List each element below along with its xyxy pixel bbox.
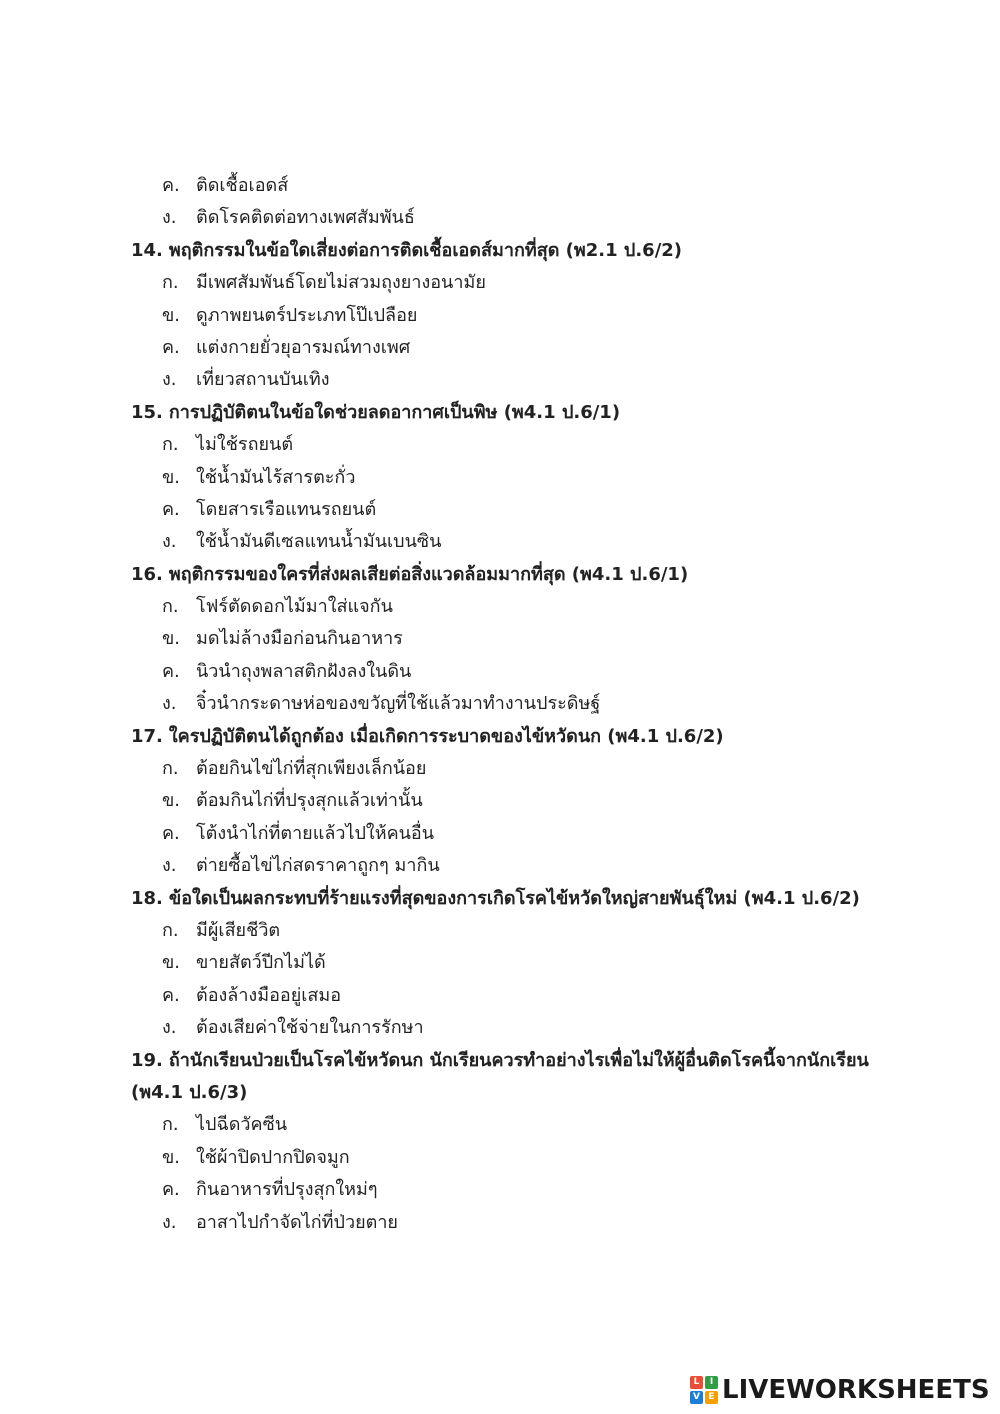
option-letter: ค. (162, 175, 180, 196)
option-text: จิ๋วนำกระดาษห่อของขวัญที่ใช้แล้วมาทำงานประดิษฐ์ (196, 693, 601, 715)
option-14-c (0, 332, 1000, 364)
question-number: 17. (131, 725, 163, 747)
option-text: แต่งกายยั่วยุอารมณ์ทางเพศ (196, 336, 411, 358)
option-letter: ก. (162, 434, 179, 456)
option-14-d (0, 364, 1000, 396)
brand-name: LIVEWORKSHEETS (722, 1375, 990, 1405)
option-text: ติดโรคติดต่อทางเพศสัมพันธ์ (196, 207, 415, 229)
option-letter: ค. (162, 498, 180, 520)
option-text: ติดเชื้อเอดส์ (196, 175, 289, 196)
option-letter: ก. (162, 758, 179, 780)
option-16-b (0, 623, 1000, 655)
question-number: 14. (131, 239, 163, 261)
option-15-a (0, 429, 1000, 461)
option-18-a (0, 915, 1000, 947)
option-text: ต้องเสียค่าใช้จ่ายในการรักษา (196, 1017, 424, 1039)
logo-icon (690, 1376, 718, 1404)
option-19-a (0, 1109, 1000, 1141)
option-15-c (0, 494, 1000, 526)
option-letter: ก. (162, 272, 179, 294)
logo-letter-e: E (705, 1391, 718, 1404)
option-14-a (0, 267, 1000, 299)
option-15-d (0, 526, 1000, 558)
option-letter: ค. (162, 822, 180, 844)
question-text: การปฏิบัติตนในข้อใดช่วยลดอากาศเป็นพิษ (พ4.1 ป.6/1) (168, 401, 621, 423)
question-number: 18. (131, 887, 163, 909)
question-number: 19. (131, 1049, 163, 1071)
option-16-c (0, 656, 1000, 688)
option-text: ใช้น้ำมันดีเซลแทนน้ำมันเบนซิน (196, 531, 442, 553)
question-19 (0, 1045, 1000, 1077)
question-text: ใครปฏิบัติตนได้ถูกต้อง เมื่อเกิดการระบาดของไข้หวัดนก (พ4.1 ป.6/2) (168, 725, 724, 747)
question-text: พฤติกรรมของใครที่ส่งผลเสียต่อสิ่งแวดล้อมมากที่สุด (พ4.1 ป.6/1) (168, 563, 689, 585)
option-letter: ก. (162, 919, 179, 941)
option-text: กินอาหารที่ปรุงสุกใหม่ๆ (196, 1179, 378, 1201)
option-text: ใช้น้ำมันไร้สารตะกั่ว (196, 466, 356, 488)
option-letter: ง. (162, 207, 177, 229)
option-text: ต้อมกินไก่ที่ปรุงสุกแล้วเท่านั้น (196, 790, 423, 812)
option-text: ต้อยกินไข่ไก่ที่สุกเพียงเล็กน้อย (196, 758, 427, 780)
option-letter: ค. (162, 1179, 180, 1201)
option-text: อาสาไปกำจัดไก่ที่ป่วยตาย (196, 1211, 398, 1233)
option-text: นิวนำถุงพลาสติกฝังลงในดิน (196, 660, 412, 682)
option-letter: ง. (162, 369, 177, 391)
option-letter: ค. (162, 336, 180, 358)
option-text: โดยสารเรือแทนรถยนต์ (196, 498, 377, 520)
option-text: มีผู้เสียชีวิต (196, 919, 281, 941)
question-15 (0, 397, 1000, 429)
option-letter: ง. (162, 1017, 177, 1039)
option-letter: ข. (162, 1146, 181, 1168)
question-text: ถ้านักเรียนป่วยเป็นโรคไข้หวัดนก นักเรียนควรทำอย่างไรเพื่อไม่ให้ผู้อื่นติดโรคนี้จากนักเรียน (168, 1049, 869, 1071)
question-18 (0, 883, 1000, 915)
option-text: มดไม่ล้างมือก่อนกินอาหาร (196, 628, 403, 650)
worksheet-page (0, 170, 1000, 1239)
option-letter: ค. (162, 660, 180, 682)
option-15-b (0, 462, 1000, 494)
option-18-d (0, 1012, 1000, 1044)
logo-letter-v: V (690, 1391, 703, 1404)
liveworksheets-logo (690, 1372, 990, 1408)
option-19-c (0, 1174, 1000, 1206)
option-13-d (0, 202, 1000, 234)
option-text: มีเพศสัมพันธ์โดยไม่สวมถุงยางอนามัย (196, 272, 486, 294)
option-17-a (0, 753, 1000, 785)
option-text: ต่ายซื้อไข่ไก่สดราคาถูกๆ มากิน (196, 855, 440, 877)
option-text: โต้งนำไก่ที่ตายแล้วไปให้คนอื่น (196, 822, 435, 844)
option-13-c (0, 170, 1000, 202)
option-19-b (0, 1142, 1000, 1174)
question-text: ข้อใดเป็นผลกระทบที่ร้ายแรงที่สุดของการเกิดโรคไข้หวัดใหญ่สายพันธุ์ใหม่ (พ4.1 ป.6/2) (168, 887, 860, 909)
logo-letter-i: I (705, 1376, 718, 1389)
option-letter: ง. (162, 693, 177, 715)
option-14-b (0, 300, 1000, 332)
option-text: ไม่ใช้รถยนต์ (196, 434, 294, 456)
option-16-d (0, 688, 1000, 720)
option-text: ใช้ผ้าปิดปากปิดจมูก (196, 1146, 350, 1168)
option-letter: ง. (162, 855, 177, 877)
option-letter: ข. (162, 304, 181, 326)
option-letter: ก. (162, 1114, 179, 1136)
option-text: โฟร์ตัดดอกไม้มาใส่แจกัน (196, 596, 393, 618)
option-letter: ก. (162, 596, 179, 618)
question-19-continuation: (พ4.1 ป.6/3) (131, 1081, 248, 1103)
option-19-d (0, 1207, 1000, 1239)
option-17-c (0, 818, 1000, 850)
option-letter: ค. (162, 984, 180, 1006)
question-text: พฤติกรรมในข้อใดเสี่ยงต่อการติดเชื้อเอดส์มากที่สุด (พ2.1 ป.6/2) (168, 239, 683, 261)
question-number: 16. (131, 563, 163, 585)
question-17 (0, 721, 1000, 753)
option-text: ขายสัตว์ปีกไม่ได้ (196, 952, 326, 974)
option-letter: ข. (162, 952, 181, 974)
option-17-d (0, 850, 1000, 882)
question-14 (0, 235, 1000, 267)
question-number: 15. (131, 401, 163, 423)
option-18-c (0, 980, 1000, 1012)
option-text: เที่ยวสถานบันเทิง (196, 369, 330, 391)
option-17-b (0, 785, 1000, 817)
logo-letter-l: L (690, 1376, 703, 1389)
option-letter: ข. (162, 466, 181, 488)
question-16 (0, 559, 1000, 591)
option-text: ไปฉีดวัคซีน (196, 1114, 288, 1136)
option-text: ดูภาพยนตร์ประเภทโป๊เปลือย (196, 304, 418, 326)
option-letter: ข. (162, 790, 181, 812)
option-letter: ง. (162, 1211, 177, 1233)
option-16-a (0, 591, 1000, 623)
option-text: ต้องล้างมืออยู่เสมอ (196, 984, 342, 1006)
option-letter: ง. (162, 531, 177, 553)
option-letter: ข. (162, 628, 181, 650)
option-18-b (0, 947, 1000, 979)
